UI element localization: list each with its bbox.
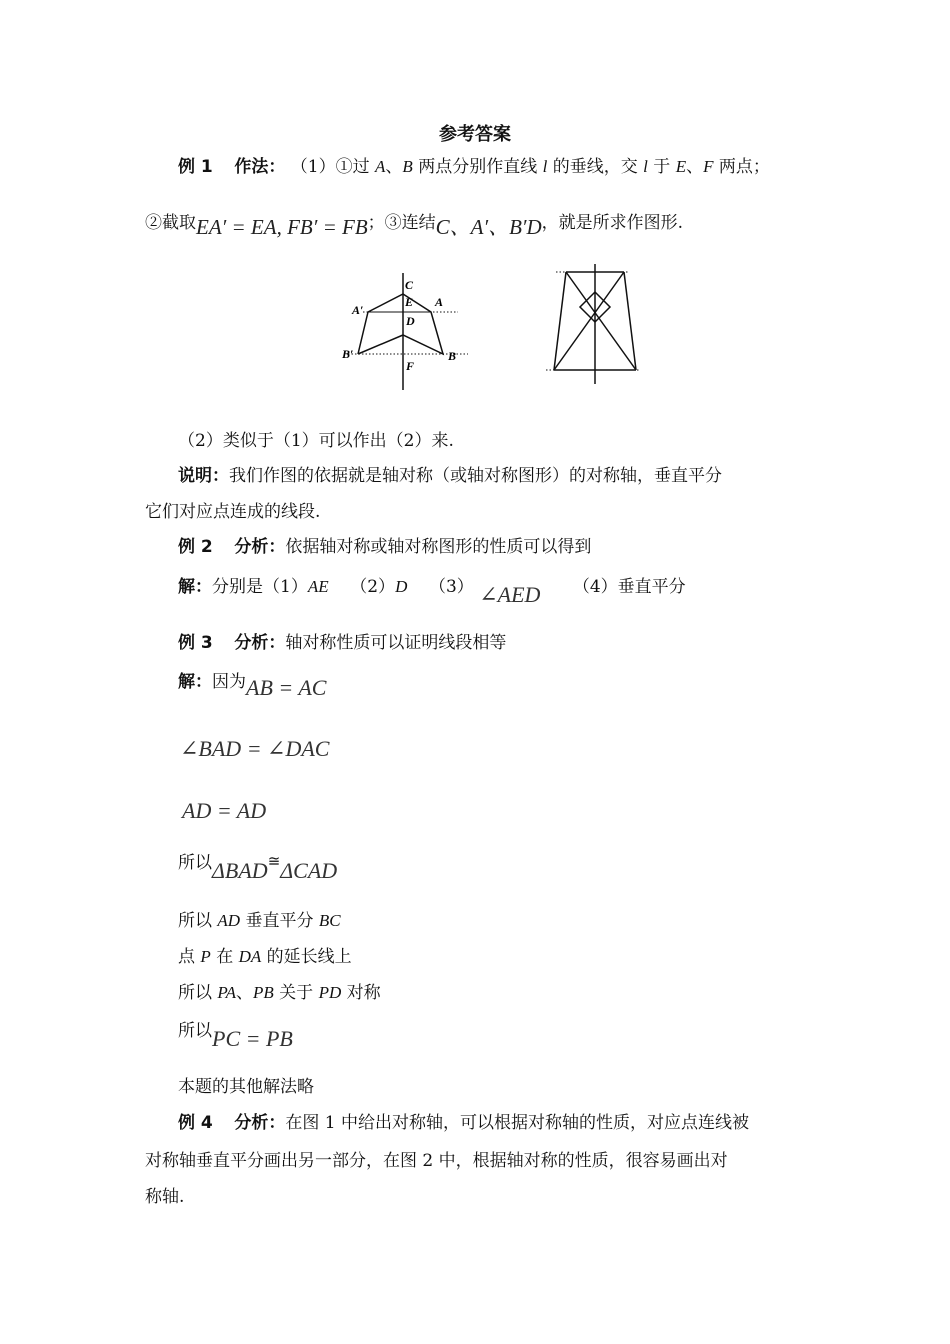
ex1-line2: ②截取EA′ = EA, FB′ = FB；③连结C、A′、B′D，就是所求作图形.	[145, 213, 684, 239]
label-E: E	[405, 295, 414, 309]
figure-1	[338, 270, 478, 395]
note-line2: 它们对应点连成的线段.	[145, 502, 321, 522]
label-A: A	[435, 295, 444, 309]
figure-1-shape	[358, 294, 443, 354]
note-label: 说明：	[178, 466, 229, 486]
eq-pc-pb: PC = PB	[212, 1026, 293, 1051]
eq-ad-ad: AD = AD	[182, 798, 267, 823]
formula-cab: C、A′、B′D	[435, 215, 542, 239]
ex3-line6: 点 P 在 DA 的延长线上	[178, 947, 352, 967]
note-line1: 说明：我们作图的依据就是轴对称（或轴对称图形）的对称轴，垂直平分	[178, 466, 722, 486]
formula-aed: ∠AED	[479, 582, 541, 607]
ex3-label: 例 3	[178, 633, 213, 653]
ex3-congruent: 所以ΔBAD≅ΔCAD	[178, 852, 338, 883]
ex4-line3: 称轴.	[145, 1187, 185, 1207]
ex2-solution: 解：分别是（1）AE （2）D （3） ∠AED （4）垂直平分	[178, 577, 686, 607]
ex4-line2: 对称轴垂直平分画出另一部分，在图 2 中，根据轴对称的性质，很容易画出对	[145, 1151, 728, 1171]
ex2-label: 例 2	[178, 537, 213, 557]
ex1-part2: （2）类似于（1）可以作出（2）来.	[178, 431, 454, 451]
ex2-analysis: 例 2 分析：依据轴对称或轴对称图形的性质可以得到	[178, 537, 592, 557]
ex3-conclusion: 所以PC = PB	[178, 1021, 293, 1051]
ex2-sol-label: 解：	[178, 577, 212, 597]
figure-2	[540, 262, 650, 387]
page-title: 参考答案	[439, 124, 511, 145]
label-B: B	[448, 349, 457, 363]
formula-eab: EA′ = EA, FB′ = FB	[196, 215, 368, 239]
label-F: F	[406, 359, 415, 373]
ex3-analysis: 例 3 分析：轴对称性质可以证明线段相等	[178, 633, 507, 653]
label-D: D	[406, 314, 415, 328]
ex3-line7: 所以 PA、PB 关于 PD 对称	[178, 983, 381, 1003]
ex4-label: 例 4	[178, 1113, 213, 1133]
ex1-line1: 例 1 作法： （1）①过 A、B 两点分别作直线 l 的垂线，交 l 于 E、F 两点；	[178, 157, 770, 177]
ex4-line1: 例 4 分析：在图 1 中给出对称轴，可以根据对称轴的性质，对应点连线被	[178, 1113, 749, 1133]
ex3-because: 解：因为AB = AC	[178, 672, 327, 700]
label-B-prime: B′	[342, 347, 354, 361]
congruent-symbol: ≅	[267, 852, 281, 870]
ex3-other: 本题的其他解法略	[178, 1077, 314, 1097]
ex1-label: 例 1	[178, 157, 213, 177]
eq-angle: ∠BAD = ∠DAC	[180, 736, 330, 761]
eq-ab-ac: AB = AC	[246, 675, 327, 700]
ex1-method-label: 作法：	[234, 157, 286, 177]
ex3-line5: 所以 AD 垂直平分 BC	[178, 911, 341, 931]
label-C: C	[405, 278, 414, 292]
label-A-prime: A′	[352, 303, 364, 317]
